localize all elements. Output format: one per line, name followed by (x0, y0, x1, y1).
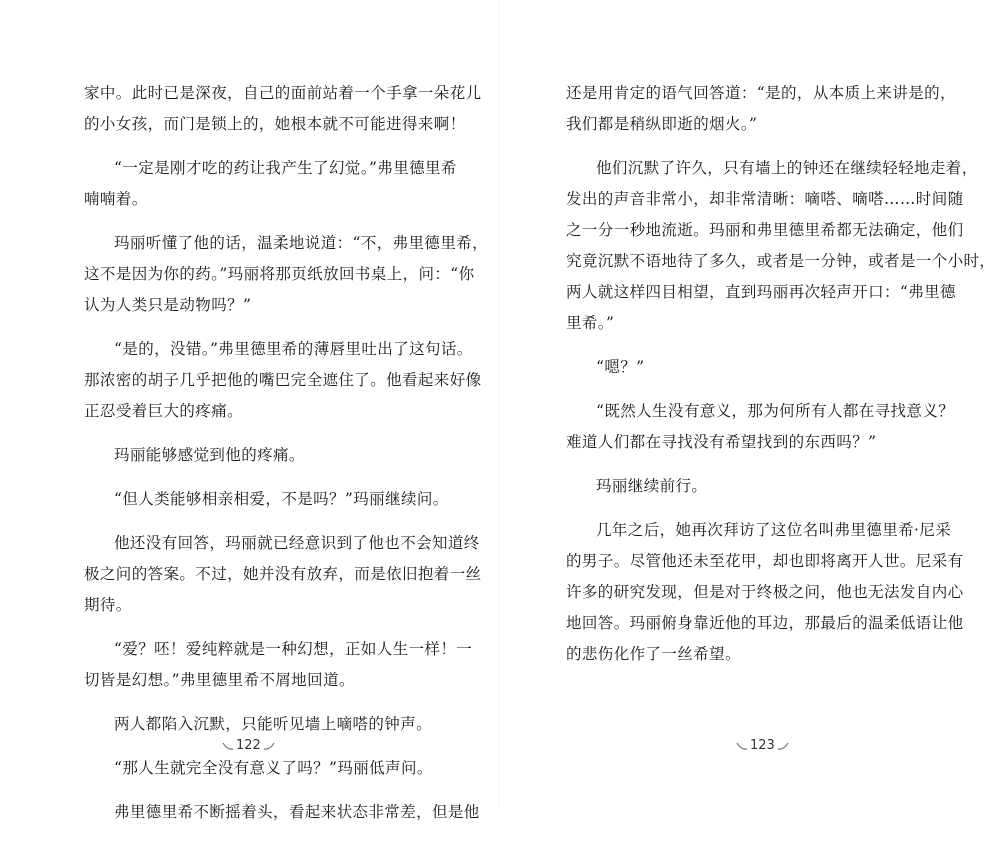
paragraph (84, 634, 473, 696)
right-page-number: 123 (750, 738, 775, 753)
text-line: 我们都是稍纵即逝的烟火。” (566, 115, 758, 133)
paragraph (84, 228, 489, 321)
paragraph (566, 515, 964, 670)
text-line: “爱？呸！爱纯粹就是一种幻想，正如人生一样！一 (114, 640, 473, 658)
text-line: “一定是刚才吃的药让我产生了幻觉。”弗里德里希 (114, 159, 457, 177)
right-page (500, 0, 1000, 808)
text-line: 里希。” (566, 314, 615, 332)
text-line: “但人类能够相亲相爱，不是吗？”玛丽继续问。 (114, 490, 449, 508)
text-line: 两人就这样四目相望，直到玛丽再次轻声开口：“弗里德 (566, 283, 956, 301)
paragraph (84, 484, 449, 515)
text-line: 正忍受着巨大的疼痛。 (84, 402, 244, 420)
paragraph (84, 153, 457, 215)
text-line: 切皆是幻想。”弗里德里希不屑地回道。 (84, 671, 355, 689)
text-line: 难道人们都在寻找没有希望找到的东西吗？” (566, 433, 877, 451)
left-page-folio (222, 738, 275, 753)
text-line: 他们沉默了许久，只有墙上的钟还在继续轻轻地走着， (596, 159, 978, 177)
text-line: 地回答。玛丽俯身靠近他的耳边，那最后的温柔低语让他 (566, 614, 964, 632)
text-line: 认为人类只是动物吗？” (84, 296, 252, 314)
text-line: 喃喃着。 (84, 190, 148, 208)
left-ornament-icon (222, 741, 234, 751)
paragraph (566, 153, 996, 339)
paragraph (84, 753, 440, 784)
paragraph (84, 709, 440, 740)
text-line: 期待。 (84, 596, 132, 614)
text-line: 家中。此时已是深夜，自己的面前站着一个手拿一朵花儿 (84, 84, 482, 102)
text-line: 之一分一秒地流逝。玛丽和弗里德里希都无法确定，他们 (566, 221, 964, 239)
paragraph (566, 396, 955, 458)
paragraph (84, 334, 482, 427)
paragraph (566, 78, 956, 140)
text-line: “是的，没错。”弗里德里希的薄唇里吐出了这句话。 (114, 340, 473, 358)
paragraph (84, 528, 482, 621)
text-line: “嗯？” (596, 358, 645, 376)
left-ornament-icon (736, 741, 748, 751)
text-line: 玛丽能够感觉到他的疼痛。 (114, 446, 305, 464)
paragraph (84, 797, 480, 828)
text-line: 还是用肯定的语气回答道：“是的，从本质上来讲是的， (566, 84, 956, 102)
text-line: 的男子。尽管他还未至花甲，却也即将离开人世。尼采有 (566, 552, 964, 570)
right-page-folio (736, 738, 789, 753)
text-line: “那人生就完全没有意义了吗？”玛丽低声问。 (114, 759, 433, 777)
paragraph (566, 352, 926, 383)
left-page-text (84, 78, 489, 841)
right-ornament-icon (777, 741, 789, 751)
text-line: “既然人生没有意义，那为何所有人都在寻找意义？ (596, 402, 955, 420)
left-page (0, 0, 500, 821)
text-line: 那浓密的胡子几乎把他的嘴巴完全遮住了。他看起来好像 (84, 371, 482, 389)
paragraph (84, 78, 482, 140)
text-line: 玛丽听懂了他的话，温柔地说道：“不，弗里德里希， (114, 234, 489, 252)
text-line: 许多的研究发现，但是对于终极之问，他也无法发自内心 (566, 583, 964, 601)
text-line: 这不是因为你的药。”玛丽将那页纸放回书桌上，问：“你 (84, 265, 475, 283)
text-line: 究竟沉默不语地待了多久，或者是一分钟，或者是一个小时， (566, 252, 996, 270)
left-page-number: 122 (236, 738, 261, 753)
paragraph (84, 440, 440, 471)
right-page-text (566, 78, 996, 683)
text-line: 几年之后，她再次拜访了这位名叫弗里德里希·尼采 (596, 521, 952, 539)
text-line: 他还没有回答，玛丽就已经意识到了他也不会知道终 (114, 534, 480, 552)
text-line: 两人都陷入沉默，只能听见墙上嘀嗒的钟声。 (114, 715, 433, 733)
right-ornament-icon (263, 741, 275, 751)
text-line: 的小女孩，而门是锁上的，她根本就不可能进得来啊！ (84, 115, 466, 133)
text-line: 玛丽继续前行。 (596, 477, 708, 495)
text-line: 发出的声音非常小，却非常清晰：嘀嗒、嘀嗒……时间随 (566, 190, 964, 208)
text-line: 弗里德里希不断摇着头，看起来状态非常差，但是他 (114, 803, 480, 821)
text-line: 极之问的答案。不过，她并没有放弃，而是依旧抱着一丝 (84, 565, 482, 583)
text-line: 的悲伤化作了一丝希望。 (566, 645, 741, 663)
paragraph (566, 471, 926, 502)
